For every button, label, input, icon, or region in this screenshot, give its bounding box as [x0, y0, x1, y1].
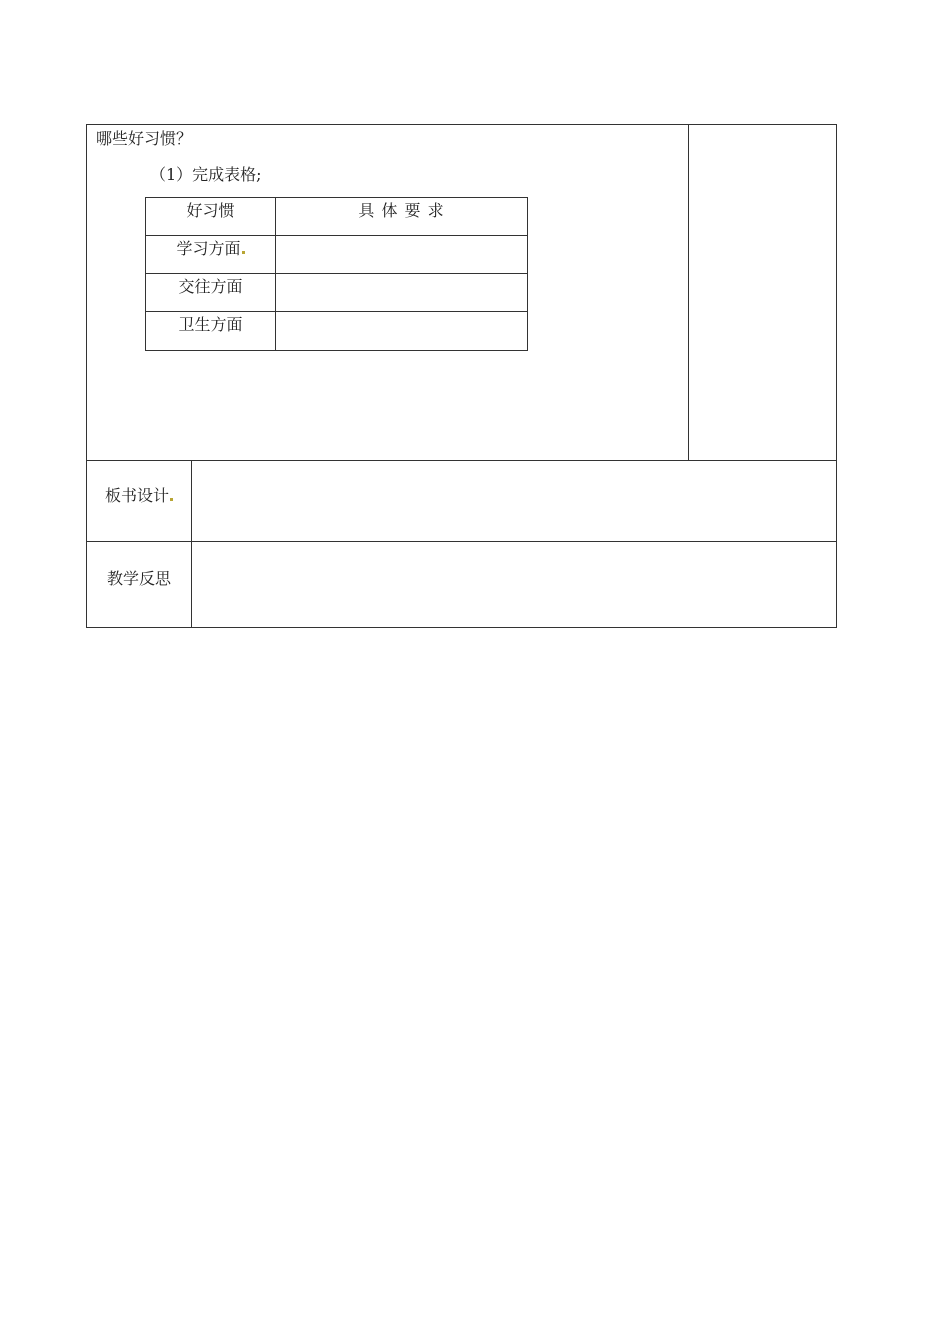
habit-table-row-line-3	[145, 311, 528, 312]
row-divider-1	[86, 460, 837, 461]
row-divider-2	[86, 541, 837, 542]
question-text: 哪些好习惯？	[96, 129, 193, 148]
teaching-reflection-content	[196, 547, 826, 622]
board-design-label	[105, 486, 173, 506]
outer-bottom-border	[86, 627, 837, 628]
requirement-header-cell: 具 体 要 求	[358, 201, 445, 220]
board-design-label-text: 板书设计	[105, 486, 170, 505]
teaching-reflection-label: 教学反思	[107, 569, 172, 588]
habit-header-cell: 好习惯	[186, 201, 235, 220]
table-row-aspect	[146, 239, 275, 259]
habit-table-row-line-1	[145, 235, 528, 236]
label-column-divider	[191, 460, 192, 628]
table-row-aspect: 交往方面	[178, 277, 243, 296]
aspect-label: 学习方面	[176, 239, 241, 258]
outer-right-border	[836, 124, 837, 628]
board-design-content	[196, 466, 826, 536]
notes-cell	[689, 125, 836, 460]
habit-table-right	[527, 197, 528, 351]
instruction-text: （1）完成表格;	[150, 165, 262, 184]
outer-left-border	[86, 124, 87, 628]
marker-dot	[242, 251, 245, 254]
marker-dot	[170, 498, 173, 501]
habit-table-row-line-2	[145, 273, 528, 274]
table-row-aspect: 卫生方面	[178, 315, 243, 334]
habit-table-top	[145, 197, 528, 198]
habit-table-bottom	[145, 350, 528, 351]
